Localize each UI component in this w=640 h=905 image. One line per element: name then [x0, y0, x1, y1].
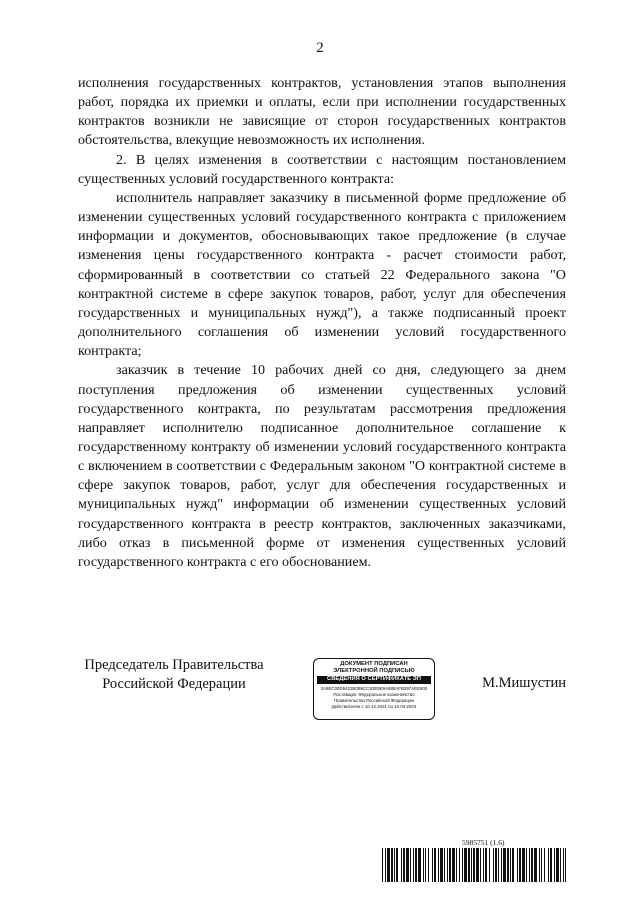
paragraph-customer-response: заказчик в течение 10 рабочих дней со дня, следующего за днем поступления предложения об изменении существенных условий государственного контракта, по результатам рассмотрения предложения направляет исполнителю подписанное дополнительное соглашение к государственному контракту об изменении условий государственного контракта с включением в соответствии с Федеральным законом "О контрактной системе в сфере закупок товаров, работ, услуг для обеспечения государственных и муниципальных нужд" информации об изменении существенных условий государственного контракта в реестр контрактов, заключенных заказчиками, либо отказ в письменной форме от изменения существенных условий государственного контракта с его обоснованием. — [78, 362, 566, 570]
stamp-certificate: 2A9EC00D5422B0B6CC83E9E9A888AFB297AEE800 — [320, 685, 428, 691]
paragraph-continuation: исполнения государственных контрактов, установления этапов выполнения работ, порядка их приемки и оплаты, если при исполнении государственных контрактов возникли не зависящие от сторон государственных контрактов обстоятельства, влекущие невозможность их исполнения. — [78, 75, 566, 149]
document-body — [78, 74, 566, 572]
stamp-owner: Правительство Российской Федерации — [334, 697, 414, 703]
stamp-banner: СВЕДЕНИЯ О СЕРТИФИКАТЕ ЭП — [317, 676, 431, 684]
document-barcode — [382, 838, 566, 884]
electronic-signature-stamp — [313, 658, 435, 720]
barcode-label: 5985751 (1.6) — [462, 838, 505, 847]
paragraph-item-2: 2. В целях изменения в соответствии с настоящим постановлением существенных условий государственного контракта: — [78, 151, 566, 187]
barcode-icon — [382, 848, 566, 882]
signatory-name: М.Мишустин — [482, 675, 566, 691]
signatory-position-line2: Российской Федерации — [102, 676, 246, 692]
stamp-validity: Действителен с 10.12.2021 по 10.03.2023 — [331, 703, 417, 709]
stamp-title-line1: ДОКУМЕНТ ПОДПИСАН — [340, 661, 408, 667]
page-number: 2 — [316, 40, 324, 56]
signatory-position-line1: Председатель Правительства — [84, 657, 264, 673]
signatory-position — [74, 656, 274, 694]
stamp-issuer: Поставщик: Федеральное казначейство — [333, 691, 415, 697]
stamp-title — [314, 661, 434, 675]
stamp-title-line2: ЭЛЕКТРОННОЙ ПОДПИСЬЮ — [333, 668, 415, 674]
paragraph-contractor-proposal: исполнитель направляет заказчику в письменной форме предложение об изменении существенных условий государственного контракта с приложением информации и документов, обосновывающих такое предложение (в случае изменения цены государственного контракта - расчет стоимости работ, сформированный в соответствии со статьей 22 Федерального закона "О контрактной системе в сфере закупок товаров, работ, услуг для обеспечения государственных и муниципальных нужд"), а также подписанный проект дополнительного соглашения об изменении условий государственного контракта; — [78, 189, 566, 360]
